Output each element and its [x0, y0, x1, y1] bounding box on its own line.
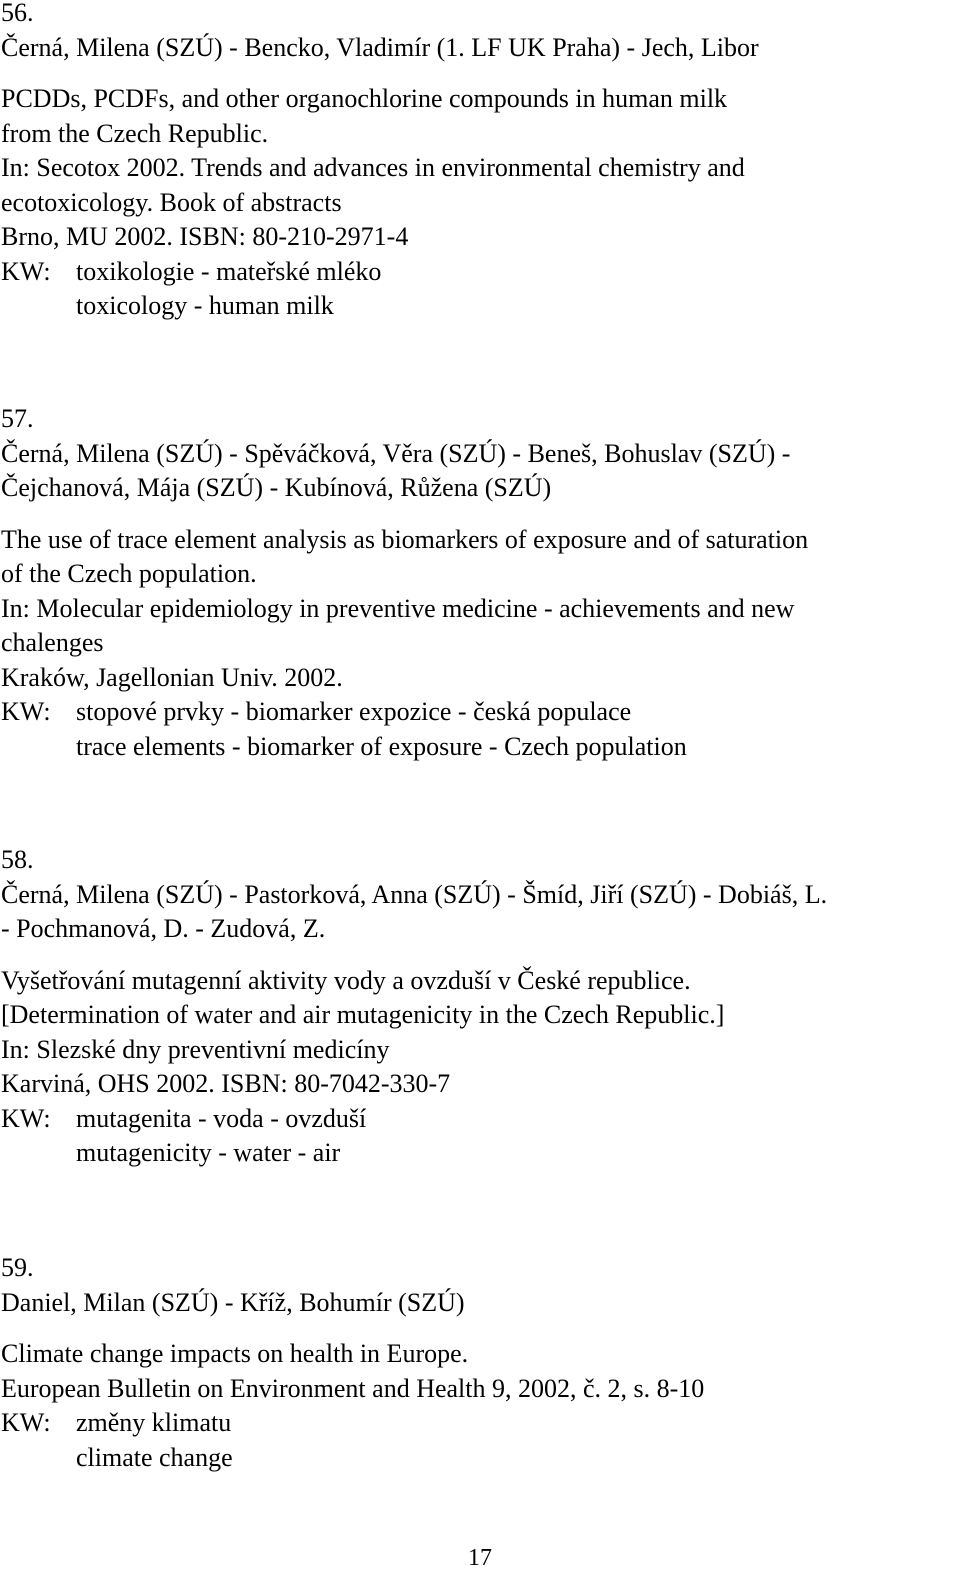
entry-number: 56.	[1, 0, 34, 27]
keywords-czech: mutagenita - voda - ovzduší	[76, 1103, 367, 1133]
entry-title: Vyšetřování mutagenní aktivity vody a ovzduší v České republice.	[1, 965, 691, 995]
entry-source: European Bulletin on Environment and Health 9, 2002, č. 2, s. 8-10	[1, 1373, 705, 1403]
entry-title: The use of trace element analysis as biomarkers of exposure and of saturation	[1, 524, 809, 554]
keywords-czech: změny klimatu	[76, 1408, 232, 1437]
entry-number: 58.	[1, 845, 34, 874]
keywords-english: trace elements - biomarker of exposure - Czech population	[76, 731, 687, 761]
entry-authors: - Pochmanová, D. - Zudová, Z.	[1, 914, 326, 943]
entry-title: [Determination of water and air mutagenicity in the Czech Republic.]	[1, 1000, 725, 1029]
entry-source: In: Secotox 2002. Trends and advances in environmental chemistry and	[1, 153, 745, 182]
bibliography-entry-57	[1, 402, 956, 764]
entry-authors: Černá, Milena (SZÚ) - Spěváčková, Věra (SZÚ) - Beneš, Bohuslav (SZÚ) -	[1, 438, 791, 468]
entry-source: chalenges	[1, 628, 104, 657]
entry-keywords	[1, 695, 956, 730]
entry-authors: Černá, Milena (SZÚ) - Bencko, Vladimír (1. LF UK Praha) - Jech, Libor	[1, 32, 759, 62]
keywords-label: KW:	[1, 1408, 51, 1437]
entry-number: 59.	[1, 1253, 34, 1282]
keywords-english: toxicology - human milk	[76, 291, 334, 320]
entry-title: from the Czech Republic.	[1, 118, 269, 148]
entry-authors: Černá, Milena (SZÚ) - Pastorková, Anna (SZÚ) - Šmíd, Jiří (SZÚ) - Dobiáš, L.	[1, 879, 828, 909]
keywords-label: KW:	[1, 1103, 51, 1133]
keywords-label: KW:	[1, 697, 51, 726]
entry-source: ecotoxicology. Book of abstracts	[1, 187, 342, 217]
keywords-czech: toxikologie - mateřské mléko	[76, 256, 382, 286]
entry-authors: Daniel, Milan (SZÚ) - Kříž, Bohumír (SZÚ)	[1, 1287, 465, 1317]
entry-keywords	[1, 255, 956, 290]
keywords-english: climate change	[76, 1442, 233, 1472]
entry-number: 57.	[1, 404, 34, 433]
entry-source: Kraków, Jagellonian Univ. 2002.	[1, 662, 343, 692]
entry-keywords	[1, 1102, 956, 1137]
entry-authors: Čejchanová, Mája (SZÚ) - Kubínová, Růžena (SZÚ)	[1, 473, 552, 502]
keywords-czech: stopové prvky - biomarker expozice - česká populace	[76, 697, 632, 726]
keywords-english: mutagenicity - water - air	[76, 1138, 341, 1167]
bibliography-entry-58	[1, 843, 956, 1171]
entry-title: PCDDs, PCDFs, and other organochlorine compounds in human milk	[1, 84, 728, 113]
page-number: 17	[468, 1545, 492, 1571]
entry-source: Karviná, OHS 2002. ISBN: 80-7042-330-7	[1, 1069, 451, 1098]
entry-source: Brno, MU 2002. ISBN: 80-210-2971-4	[1, 222, 409, 251]
entry-source: In: Slezské dny preventivní medicíny	[1, 1034, 390, 1064]
entry-source: In: Molecular epidemiology in preventive medicine - achievements and new	[1, 593, 795, 623]
entry-title: Climate change impacts on health in Europe.	[1, 1339, 469, 1368]
keywords-label: KW:	[1, 256, 51, 286]
entry-title: of the Czech population.	[1, 559, 257, 588]
bibliography-entry-59	[1, 1251, 956, 1475]
entry-keywords	[1, 1406, 956, 1441]
bibliography-entry-56	[1, 0, 956, 324]
